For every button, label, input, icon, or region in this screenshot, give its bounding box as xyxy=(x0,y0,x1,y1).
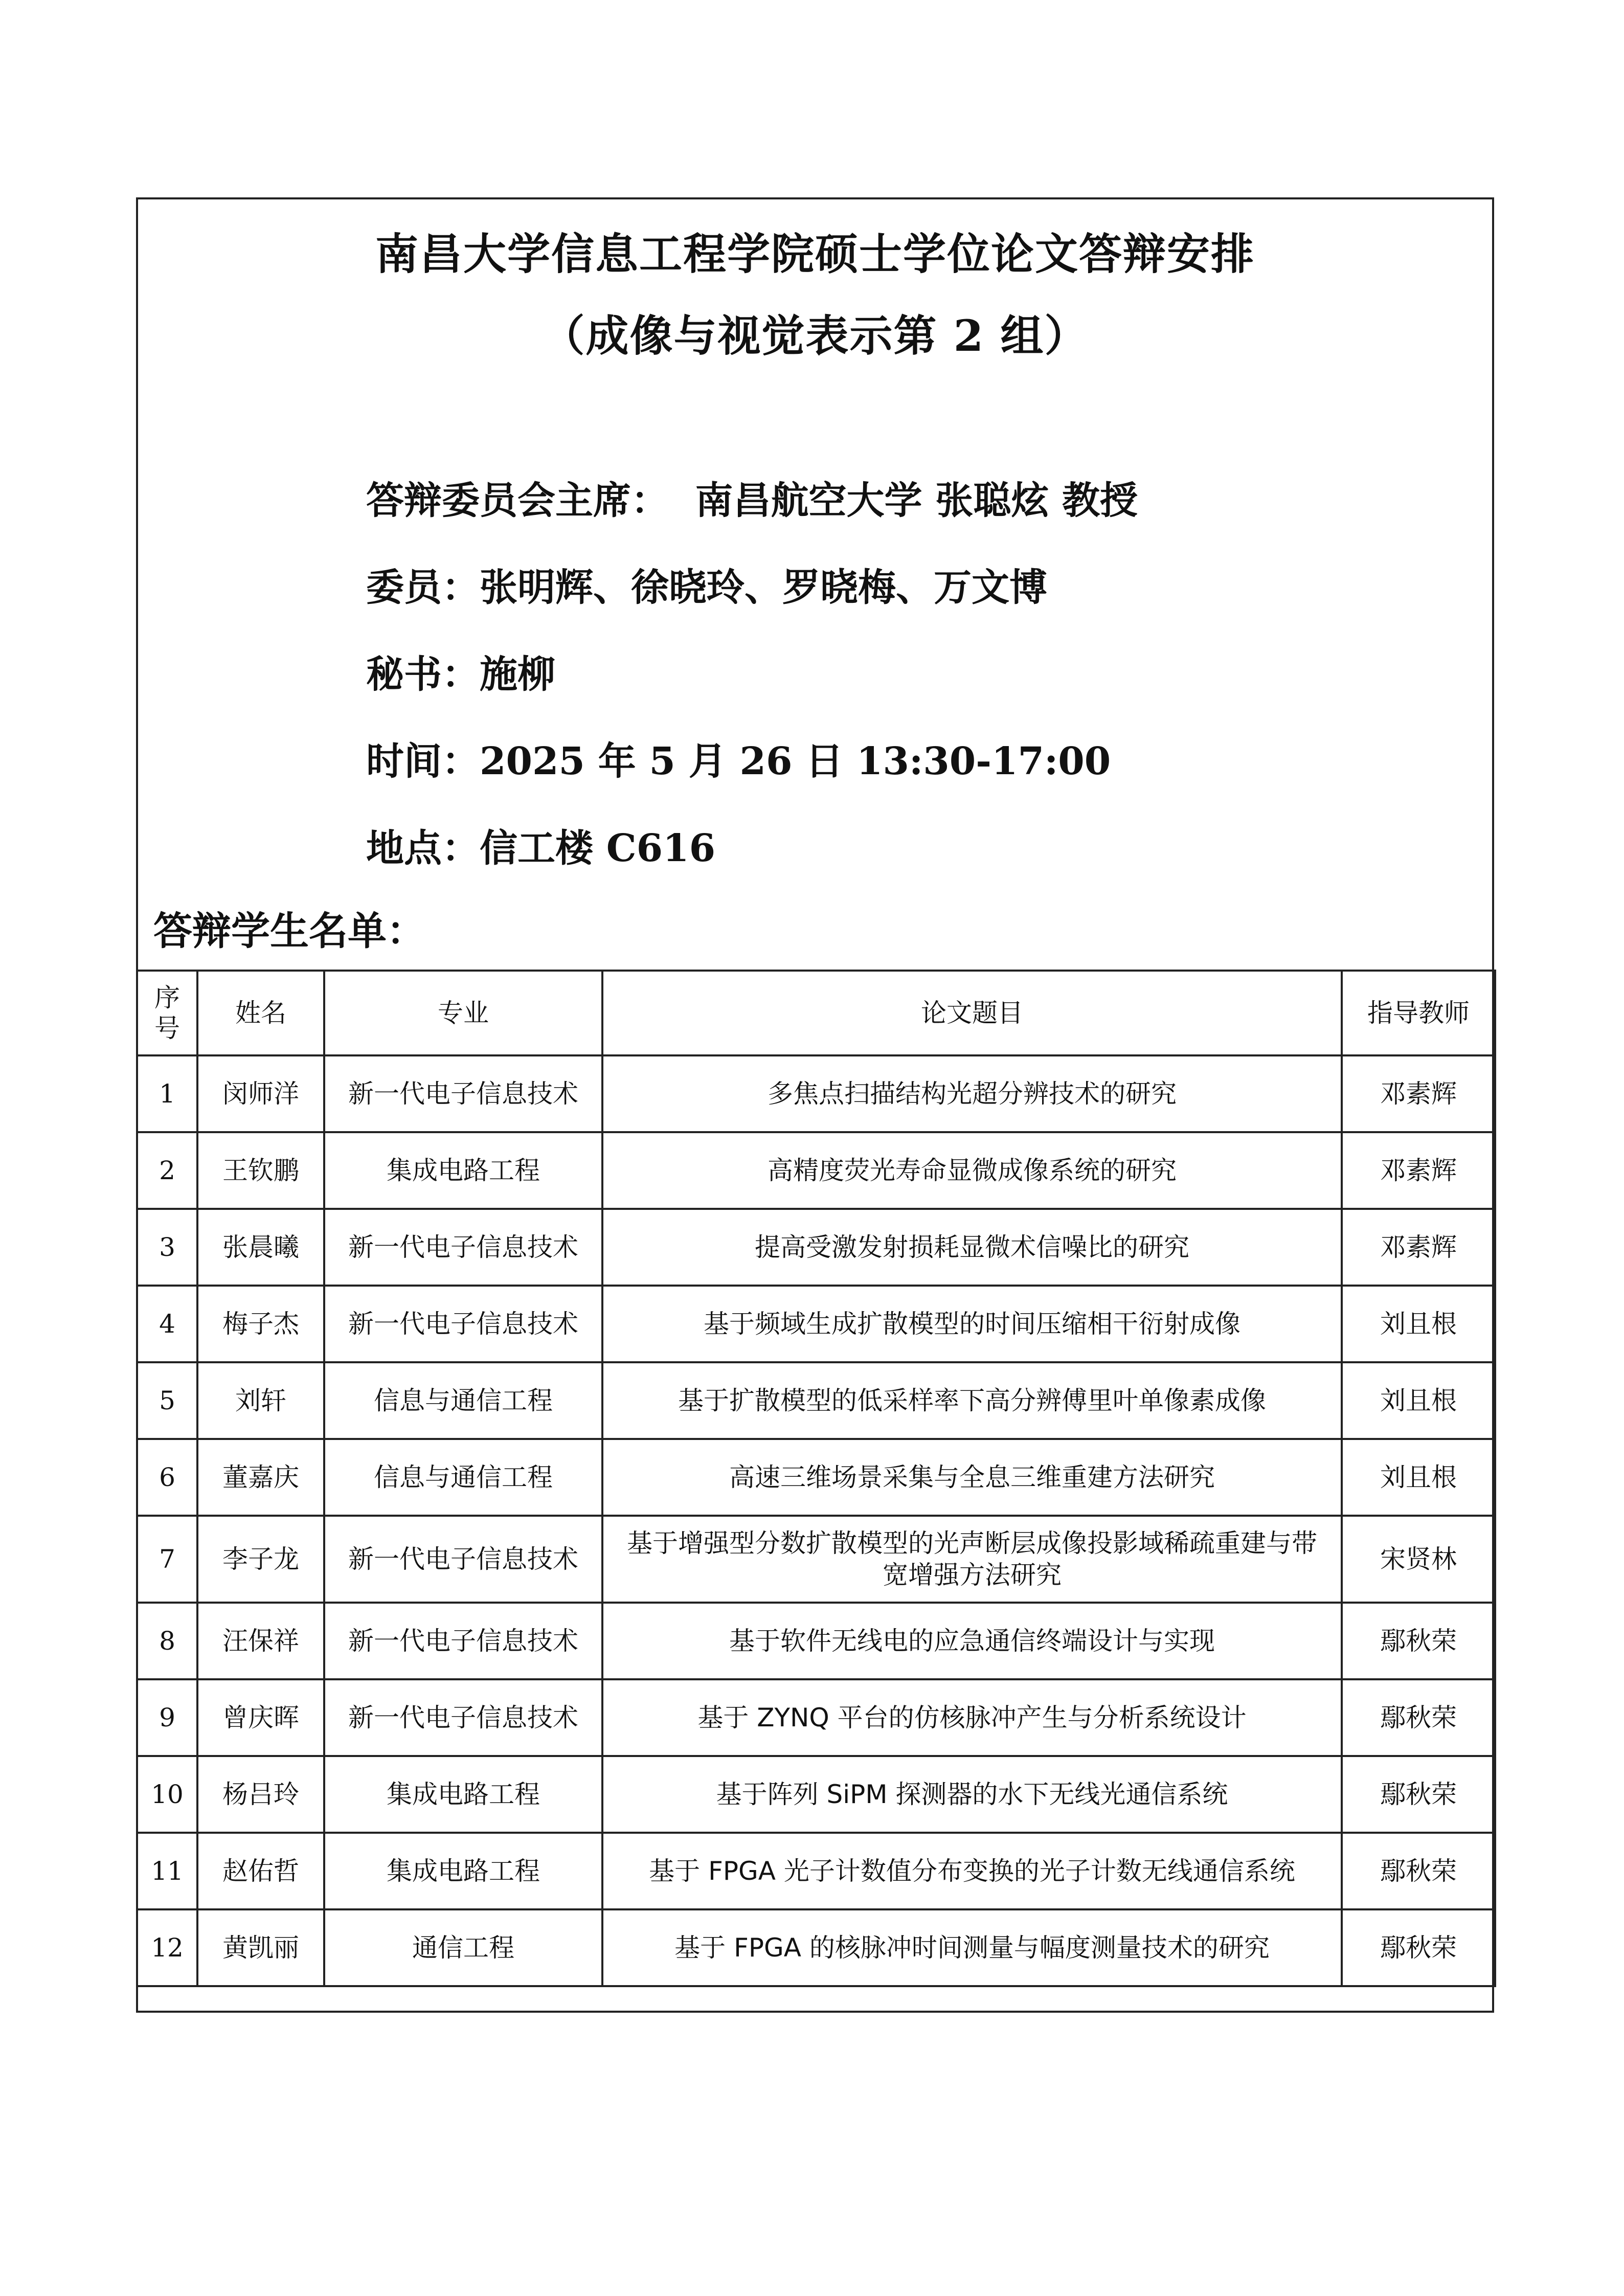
document-title: 南昌大学信息工程学院硕士学位论文答辩安排 xyxy=(375,229,1255,279)
row-advisor: 邓素辉 xyxy=(1342,1055,1495,1132)
row-advisor: 邓素辉 xyxy=(1342,1209,1495,1286)
row-no: 6 xyxy=(137,1439,197,1516)
row-no: 10 xyxy=(137,1756,197,1833)
row-no: 7 xyxy=(137,1516,197,1603)
committee-chair-value: 南昌航空大学 张聪炫 教授 xyxy=(695,479,1138,523)
row-advisor: 鄢秋荣 xyxy=(1342,1756,1495,1833)
committee-members xyxy=(366,557,1047,612)
row-advisor: 刘且根 xyxy=(1342,1286,1495,1362)
table-row xyxy=(137,1756,1495,1833)
row-no: 3 xyxy=(137,1209,197,1286)
row-title: 基于软件无线电的应急通信终端设计与实现 xyxy=(602,1603,1342,1679)
committee-secretary xyxy=(366,644,555,699)
row-advisor: 刘且根 xyxy=(1342,1362,1495,1439)
committee-members-value: 张明辉、徐晓玲、罗晓梅、万文博 xyxy=(480,566,1047,610)
table-row xyxy=(137,1679,1495,1756)
secretary-value: 施柳 xyxy=(480,652,555,696)
row-no: 9 xyxy=(137,1679,197,1756)
committee-chair-label: 答辩委员会主席： xyxy=(366,479,669,523)
location-value: 信工楼 C616 xyxy=(480,826,716,870)
row-major: 新一代电子信息技术 xyxy=(324,1286,602,1362)
row-major: 信息与通信工程 xyxy=(324,1362,602,1439)
row-major: 集成电路工程 xyxy=(324,1132,602,1209)
row-advisor: 邓素辉 xyxy=(1342,1132,1495,1209)
row-advisor: 刘且根 xyxy=(1342,1439,1495,1516)
row-major: 新一代电子信息技术 xyxy=(324,1603,602,1679)
row-major: 新一代电子信息技术 xyxy=(324,1209,602,1286)
document-subtitle: （成像与视觉表示第 2 组） xyxy=(542,310,1089,361)
table-row xyxy=(137,1362,1495,1439)
row-name: 曾庆晖 xyxy=(197,1679,324,1756)
row-no: 8 xyxy=(137,1603,197,1679)
row-title: 基于 FPGA 的核脉冲时间测量与幅度测量技术的研究 xyxy=(602,1909,1342,1986)
row-advisor: 鄢秋荣 xyxy=(1342,1679,1495,1756)
table-row xyxy=(137,1286,1495,1362)
row-no: 1 xyxy=(137,1055,197,1132)
row-name: 张晨曦 xyxy=(197,1209,324,1286)
row-name: 梅子杰 xyxy=(197,1286,324,1362)
row-title: 高精度荧光寿命显微成像系统的研究 xyxy=(602,1132,1342,1209)
row-title: 基于扩散模型的低采样率下高分辨傅里叶单像素成像 xyxy=(602,1362,1342,1439)
document-frame xyxy=(136,197,1494,2013)
row-advisor: 鄢秋荣 xyxy=(1342,1909,1495,1986)
table-row xyxy=(137,1439,1495,1516)
header-advisor: 指导教师 xyxy=(1342,971,1495,1055)
defense-time xyxy=(366,731,1111,785)
row-title: 基于 ZYNQ 平台的仿核脉冲产生与分析系统设计 xyxy=(602,1679,1342,1756)
header-no: 序号 xyxy=(137,971,197,1055)
row-title: 提高受激发射损耗显微术信噪比的研究 xyxy=(602,1209,1342,1286)
row-major: 集成电路工程 xyxy=(324,1833,602,1909)
table-row xyxy=(137,1603,1495,1679)
row-no: 11 xyxy=(137,1833,197,1909)
row-advisor: 宋贤林 xyxy=(1342,1516,1495,1603)
row-title: 基于增强型分数扩散模型的光声断层成像投影域稀疏重建与带宽增强方法研究 xyxy=(602,1516,1342,1603)
row-no: 12 xyxy=(137,1909,197,1986)
row-advisor: 鄢秋荣 xyxy=(1342,1833,1495,1909)
table-row xyxy=(137,1055,1495,1132)
time-value: 2025 年 5 月 26 日 13:30-17:00 xyxy=(480,739,1111,783)
defense-location xyxy=(366,818,715,872)
table-row xyxy=(137,1909,1495,1986)
row-title: 多焦点扫描结构光超分辨技术的研究 xyxy=(602,1055,1342,1132)
row-title: 基于阵列 SiPM 探测器的水下无线光通信系统 xyxy=(602,1756,1342,1833)
table-row xyxy=(137,1132,1495,1209)
header-name: 姓名 xyxy=(197,971,324,1055)
row-title: 高速三维场景采集与全息三维重建方法研究 xyxy=(602,1439,1342,1516)
row-name: 李子龙 xyxy=(197,1516,324,1603)
table-header-row xyxy=(137,971,1495,1055)
row-major: 新一代电子信息技术 xyxy=(324,1516,602,1603)
table-row xyxy=(137,1516,1495,1603)
row-title: 基于 FPGA 光子计数值分布变换的光子计数无线通信系统 xyxy=(602,1833,1342,1909)
row-name: 黄凯丽 xyxy=(197,1909,324,1986)
row-name: 赵佑哲 xyxy=(197,1833,324,1909)
committee-chair xyxy=(366,470,1138,525)
row-major: 集成电路工程 xyxy=(324,1756,602,1833)
row-no: 2 xyxy=(137,1132,197,1209)
row-major: 通信工程 xyxy=(324,1909,602,1986)
row-no: 5 xyxy=(137,1362,197,1439)
student-list-label: 答辩学生名单： xyxy=(153,908,425,954)
location-label: 地点： xyxy=(366,826,480,870)
row-advisor: 鄢秋荣 xyxy=(1342,1603,1495,1679)
committee-members-label: 委员： xyxy=(366,566,480,610)
row-name: 汪保祥 xyxy=(197,1603,324,1679)
row-major: 新一代电子信息技术 xyxy=(324,1055,602,1132)
time-label: 时间： xyxy=(366,739,480,783)
header-title: 论文题目 xyxy=(602,971,1342,1055)
row-major: 信息与通信工程 xyxy=(324,1439,602,1516)
row-no: 4 xyxy=(137,1286,197,1362)
header-major: 专业 xyxy=(324,971,602,1055)
row-major: 新一代电子信息技术 xyxy=(324,1679,602,1756)
row-name: 闵师洋 xyxy=(197,1055,324,1132)
table-row xyxy=(137,1209,1495,1286)
student-table xyxy=(136,970,1496,1987)
row-name: 杨吕玲 xyxy=(197,1756,324,1833)
row-title: 基于频域生成扩散模型的时间压缩相干衍射成像 xyxy=(602,1286,1342,1362)
table-row xyxy=(137,1833,1495,1909)
row-name: 刘轩 xyxy=(197,1362,324,1439)
row-name: 王钦鹏 xyxy=(197,1132,324,1209)
row-name: 董嘉庆 xyxy=(197,1439,324,1516)
secretary-label: 秘书： xyxy=(366,652,480,696)
